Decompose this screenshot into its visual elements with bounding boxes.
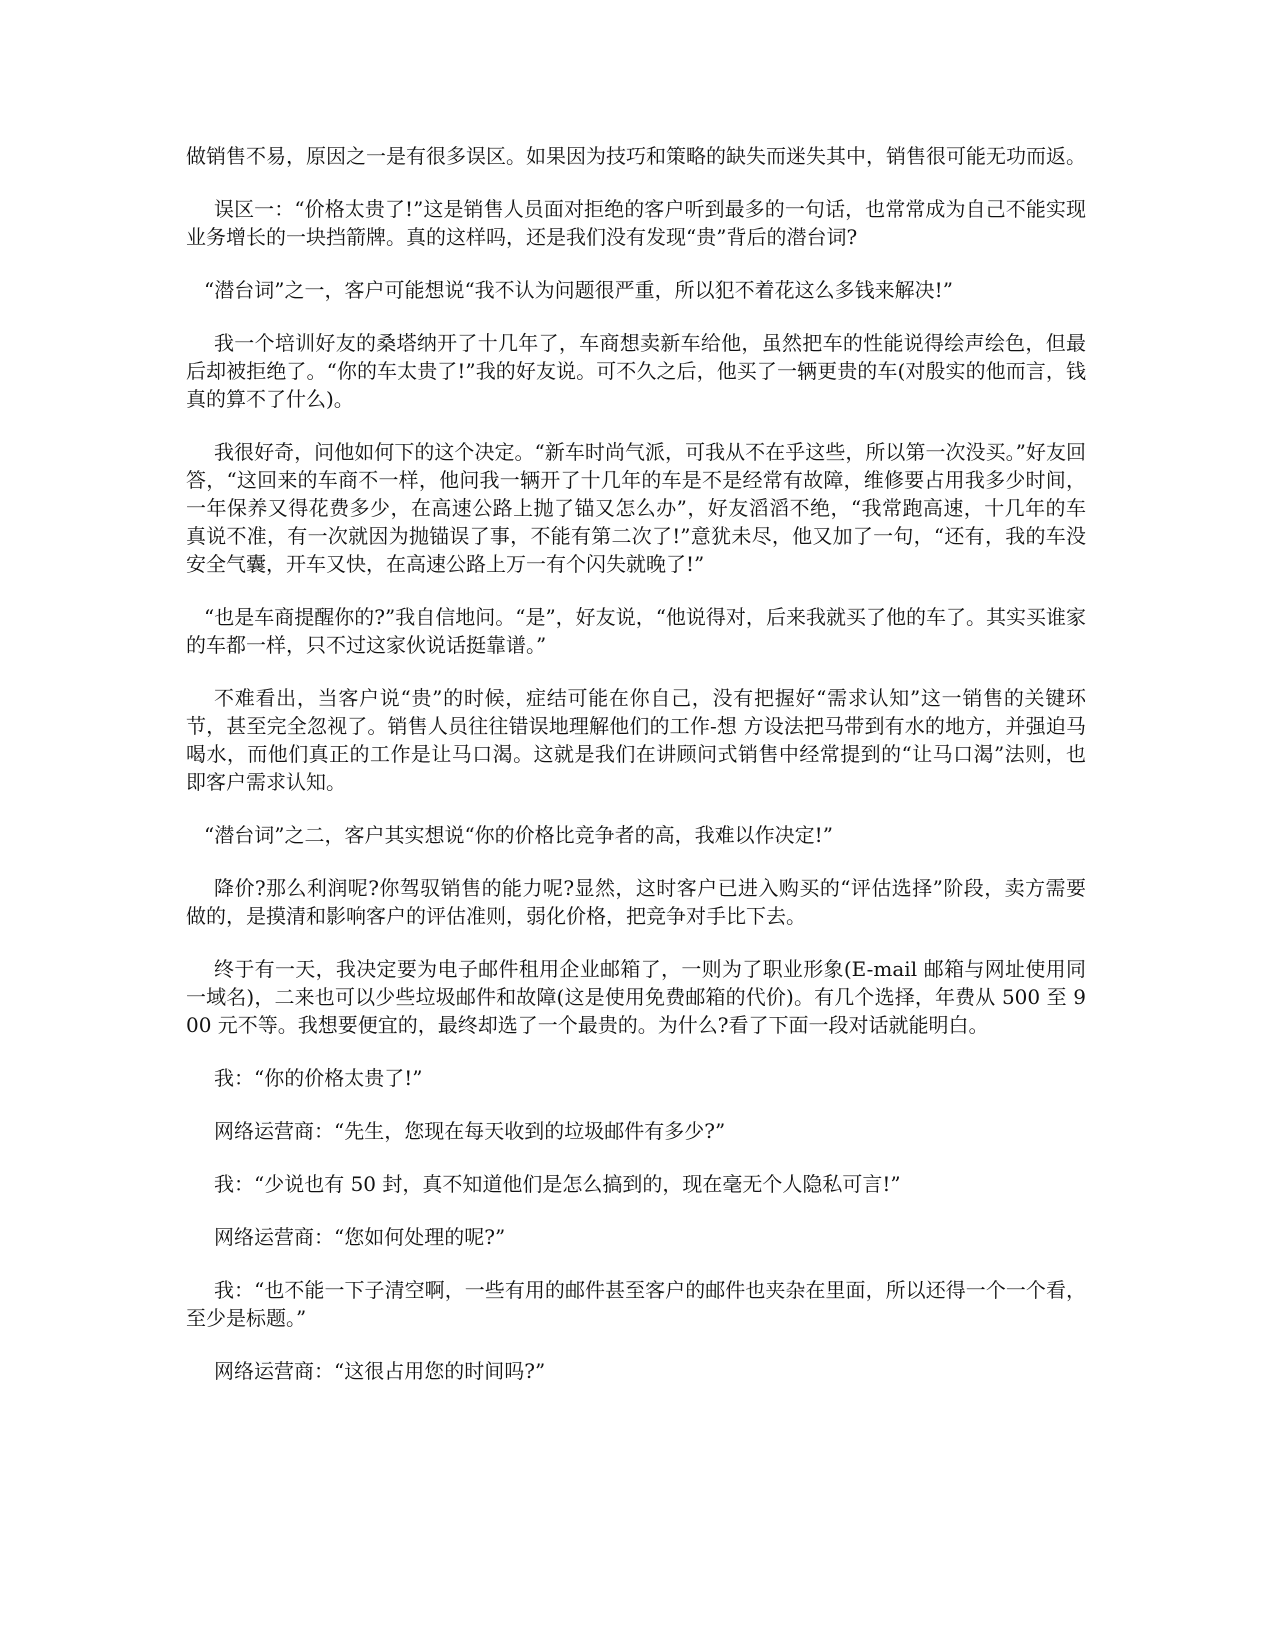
- paragraph-new-car-decision: 我很好奇，问他如何下的这个决定。“新车时尚气派，可我从不在乎这些，所以第一次没买。”好友回答，“这回来的车商不一样，他问我一辆开了十几年的车是不是经常有故障，维修要占用我多少时间，一年保养又得花费多少，在高速公路上抛了锚又怎么办”，好友滔滔不绝，“我常跑高速，十几年的车真说不准，有一次就因为抛锚误了事，不能有第二次了!”意犹未尽，他又加了一句，“还有，我的车没安全气囊，开车又快，在高速公路上万一有个闪失就晚了!”: [186, 440, 1086, 576]
- article-body: [186, 142, 1086, 1410]
- paragraph-subtext-two: “潜台词”之二，客户其实想说“你的价格比竞争者的高，我难以作决定!”: [204, 823, 833, 847]
- paragraph-intro: 做销售不易，原因之一是有很多误区。如果因为技巧和策略的缺失而迷失其中，销售很可能无功而返。: [186, 144, 1086, 168]
- dialogue-line: 网络运营商：“先生，您现在每天收到的垃圾邮件有多少?”: [214, 1119, 726, 1143]
- paragraph-subtext-one: “潜台词”之一，客户可能想说“我不认为问题很严重，所以犯不着花这么多钱来解决!”: [204, 278, 953, 302]
- paragraph-price-cut: 降价?那么利润呢?你驾驭销售的能力呢?显然，这时客户已进入购买的“评估选择”阶段，卖方需要做的，是摸清和影响客户的评估准则，弱化价格，把竞争对手比下去。: [186, 876, 1086, 928]
- paragraph-santana-story: 我一个培训好友的桑塔纳开了十几年了，车商想卖新车给他，虽然把车的性能说得绘声绘色，但最后却被拒绝了。“你的车太贵了!”我的好友说。可不久之后，他买了一辆更贵的车(对殷实的他而言，钱真的算不了什么)。: [186, 331, 1086, 411]
- dialogue-line: 我：“少说也有 50 封，真不知道他们是怎么搞到的，现在毫无个人隐私可言!”: [214, 1172, 901, 1196]
- paragraph-needs-awareness: 不难看出，当客户说“贵”的时候，症结可能在你自己，没有把握好“需求认知”这一销售的关键环节，甚至完全忽视了。销售人员往往错误地理解他们的工作-想 方设法把马带到有水的地方，并强迫马喝水，而他们真正的工作是让马口渴。这就是我们在讲顾问式销售中经常提到的“让马口渴”法则，也即客户需求认知。: [186, 686, 1086, 794]
- paragraph-dealer-reminder: “也是车商提醒你的?”我自信地问。“是”，好友说，“他说得对，后来我就买了他的车了。其实买谁家的车都一样，只不过这家伙说话挺靠谱。”: [186, 605, 1086, 657]
- dialogue-line: 我：“你的价格太贵了!”: [214, 1066, 423, 1090]
- dialogue-line: 我：“也不能一下子清空啊，一些有用的邮件甚至客户的邮件也夹杂在里面，所以还得一个一个看，至少是标题。”: [186, 1278, 1086, 1330]
- dialogue-line: 网络运营商：“您如何处理的呢?”: [214, 1225, 506, 1249]
- dialogue-line: 网络运营商：“这很占用您的时间吗?”: [214, 1359, 546, 1383]
- paragraph-enterprise-email: 终于有一天，我决定要为电子邮件租用企业邮箱了，一则为了职业形象(E-mail 邮箱与网址使用同一域名)，二来也可以少些垃圾邮件和故障(这是使用免费邮箱的代价)。有几个选择，年费从 500 至 900 元不等。我想要便宜的，最终却选了一个最贵的。为什么?看了下面一段对话就能明白。: [186, 957, 1086, 1037]
- paragraph-myth-one: 误区一：“价格太贵了!”这是销售人员面对拒绝的客户听到最多的一句话，也常常成为自己不能实现业务增长的一块挡箭牌。真的这样吗，还是我们没有发现“贵”背后的潜台词?: [186, 197, 1086, 249]
